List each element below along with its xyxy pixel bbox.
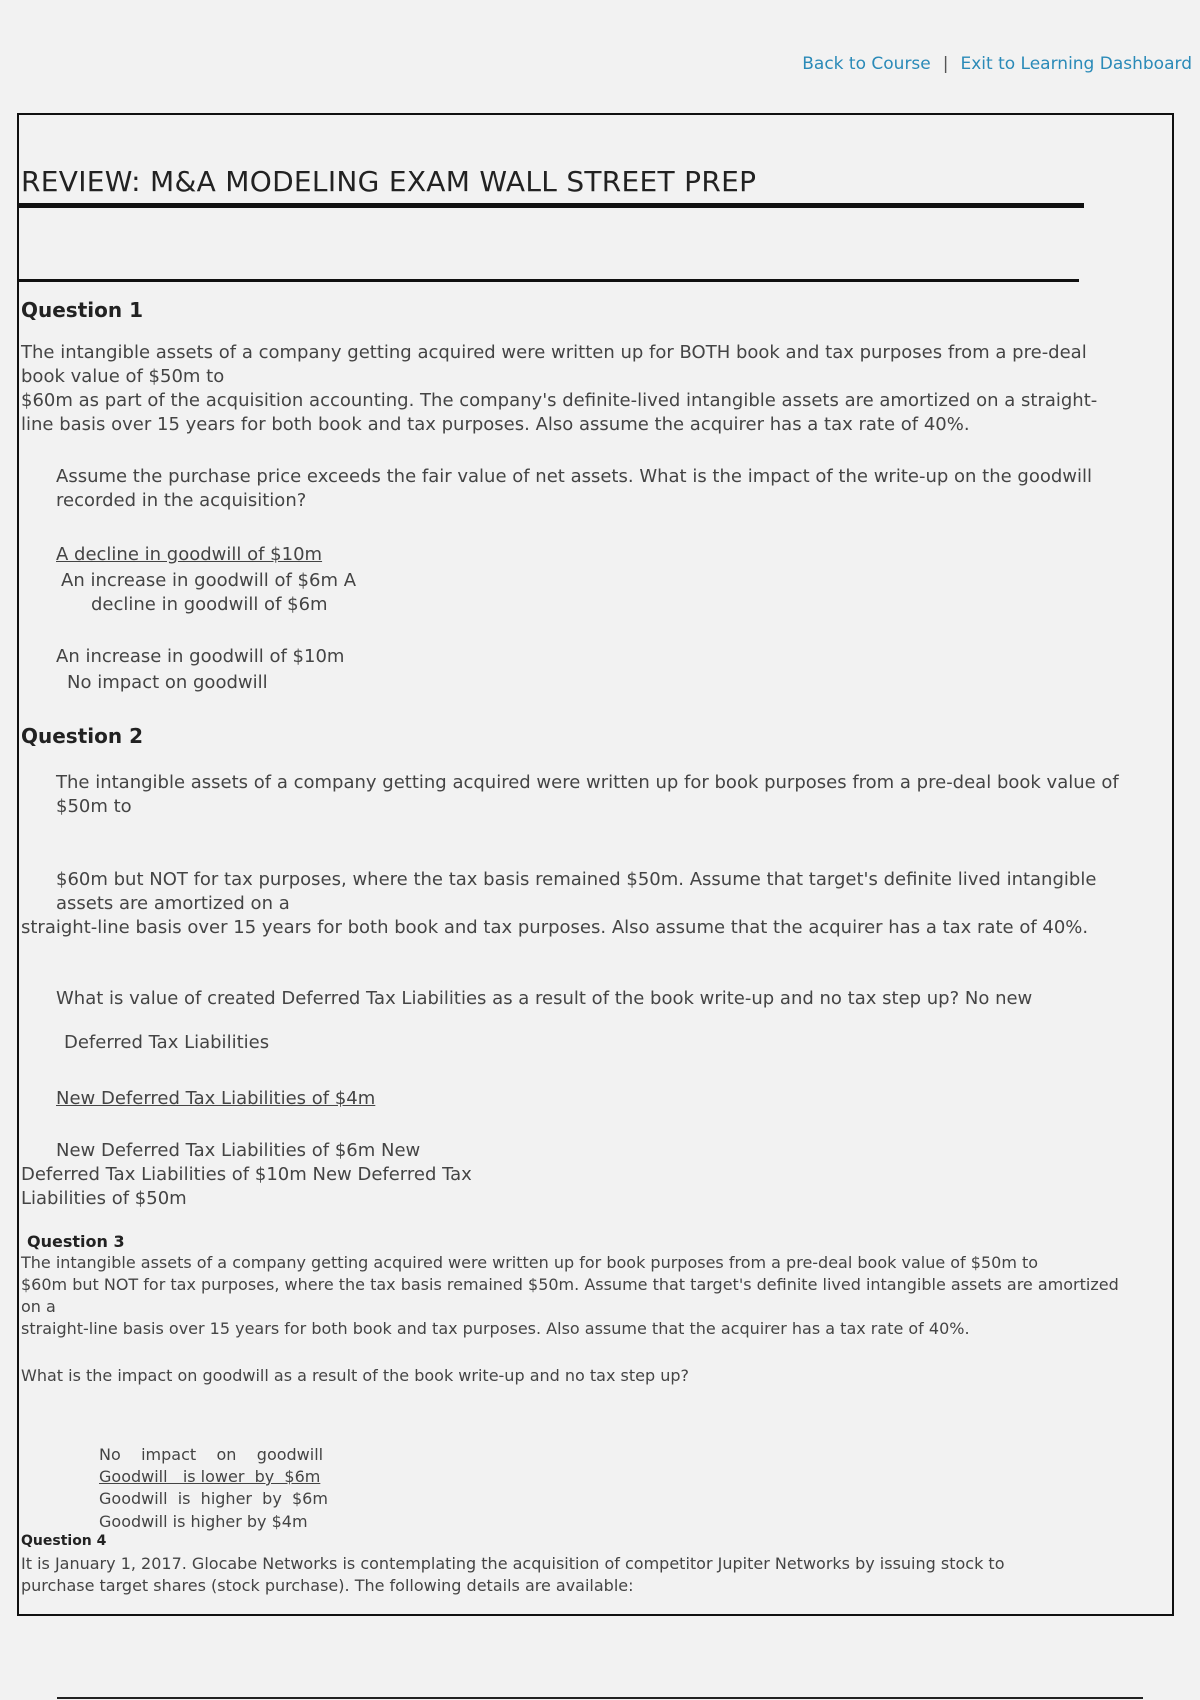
nav-separator: | xyxy=(942,54,949,74)
q2-answer-option[interactable]: Deferred Tax Liabilities of $10m New Deferred Tax xyxy=(21,1164,472,1185)
body-line: on a xyxy=(21,1297,56,1316)
question-2-body-3: straight-line basis over 15 years for both book and tax purposes. Also assume that the acquirer has a tax rate of 40%. xyxy=(21,917,1089,938)
prompt-line: Assume the purchase price exceeds the fair value of net assets. What is the impact of the write-up on the goodwill xyxy=(56,466,1093,487)
q2-answer-option[interactable]: Deferred Tax Liabilities xyxy=(64,1032,270,1053)
body-line: The intangible assets of a company getting acquired were written up for book purposes from a pre-deal book value of $50m to xyxy=(21,1253,1039,1272)
question-1-heading: Question 1 xyxy=(21,298,143,322)
body-line: $60m as part of the acquisition accounting. The company's definite-lived intangible assets are amortized on a straight- xyxy=(21,390,1098,411)
question-3-body xyxy=(21,1252,1119,1340)
q1-answer-option[interactable]: An increase in goodwill of $6m A xyxy=(61,570,357,591)
q2-answer-option[interactable]: New Deferred Tax Liabilities of $4m xyxy=(56,1088,376,1109)
exit-to-dashboard-link[interactable]: Exit to Learning Dashboard xyxy=(960,54,1192,74)
question-1-prompt xyxy=(56,465,1092,513)
page-title: REVIEW: M&A MODELING EXAM WALL STREET PREP xyxy=(21,165,757,198)
body-line: purchase target shares (stock purchase). The following details are available: xyxy=(21,1576,634,1595)
body-line: The intangible assets of a company getting acquired were written up for book purposes from a pre-deal book value of xyxy=(56,772,1119,793)
title-rule xyxy=(19,203,1084,208)
q1-answer-option[interactable]: No impact on goodwill xyxy=(67,672,268,693)
q2-answer-option[interactable]: New Deferred Tax Liabilities of $6m New xyxy=(56,1140,421,1161)
top-navigation xyxy=(802,54,1192,74)
question-3-prompt: What is the impact on goodwill as a result of the book write-up and no tax step up? xyxy=(21,1366,690,1385)
q3-answer-option[interactable]: No impact on goodwill xyxy=(99,1445,324,1464)
section-rule xyxy=(19,279,1079,282)
document-frame xyxy=(17,113,1174,1616)
body-line: It is January 1, 2017. Glocabe Networks is contemplating the acquisition of competitor Jupiter Networks by issuing stock to xyxy=(21,1554,1005,1573)
question-3-heading: Question 3 xyxy=(27,1232,125,1251)
question-2-body-2 xyxy=(56,868,1096,916)
q1-answer-option[interactable]: An increase in goodwill of $10m xyxy=(56,646,345,667)
body-line: book value of $50m to xyxy=(21,366,225,387)
q2-answer-option[interactable]: Liabilities of $50m xyxy=(21,1188,187,1209)
question-1-body xyxy=(21,341,1097,437)
question-4-body xyxy=(21,1553,1004,1597)
q3-answer-option[interactable]: Goodwill is higher by $4m xyxy=(99,1512,308,1531)
q3-answer-option[interactable]: Goodwill is lower by $6m xyxy=(99,1467,321,1486)
question-2-prompt: What is value of created Deferred Tax Liabilities as a result of the book write-up and no tax step up? No new xyxy=(56,988,1033,1009)
body-line: $60m but NOT for tax purposes, where the tax basis remained $50m. Assume that target's definite lived intangible xyxy=(56,869,1097,890)
body-line: line basis over 15 years for both book and tax purposes. Also assume the acquirer has a tax rate of 40%. xyxy=(21,414,970,435)
body-line: The intangible assets of a company getting acquired were written up for BOTH book and tax purposes from a pre-deal xyxy=(21,342,1087,363)
footer-rule xyxy=(57,1697,1143,1699)
question-2-heading: Question 2 xyxy=(21,724,143,748)
q1-answer-option[interactable]: A decline in goodwill of $10m xyxy=(56,544,323,565)
back-to-course-link[interactable]: Back to Course xyxy=(802,54,931,74)
body-line: $60m but NOT for tax purposes, where the tax basis remained $50m. Assume that target's definite lived intangible assets are amortized xyxy=(21,1275,1119,1294)
prompt-line: recorded in the acquisition? xyxy=(56,490,307,511)
body-line: straight-line basis over 15 years for both book and tax purposes. Also assume that the acquirer has a tax rate of 40%. xyxy=(21,1319,970,1338)
body-line: $50m to xyxy=(56,796,132,817)
question-4-heading: Question 4 xyxy=(21,1533,107,1549)
question-2-body-1 xyxy=(56,771,1119,819)
q3-answer-option[interactable]: Goodwill is higher by $6m xyxy=(99,1489,328,1508)
q1-answer-option[interactable]: decline in goodwill of $6m xyxy=(91,594,328,615)
body-line: assets are amortized on a xyxy=(56,893,290,914)
